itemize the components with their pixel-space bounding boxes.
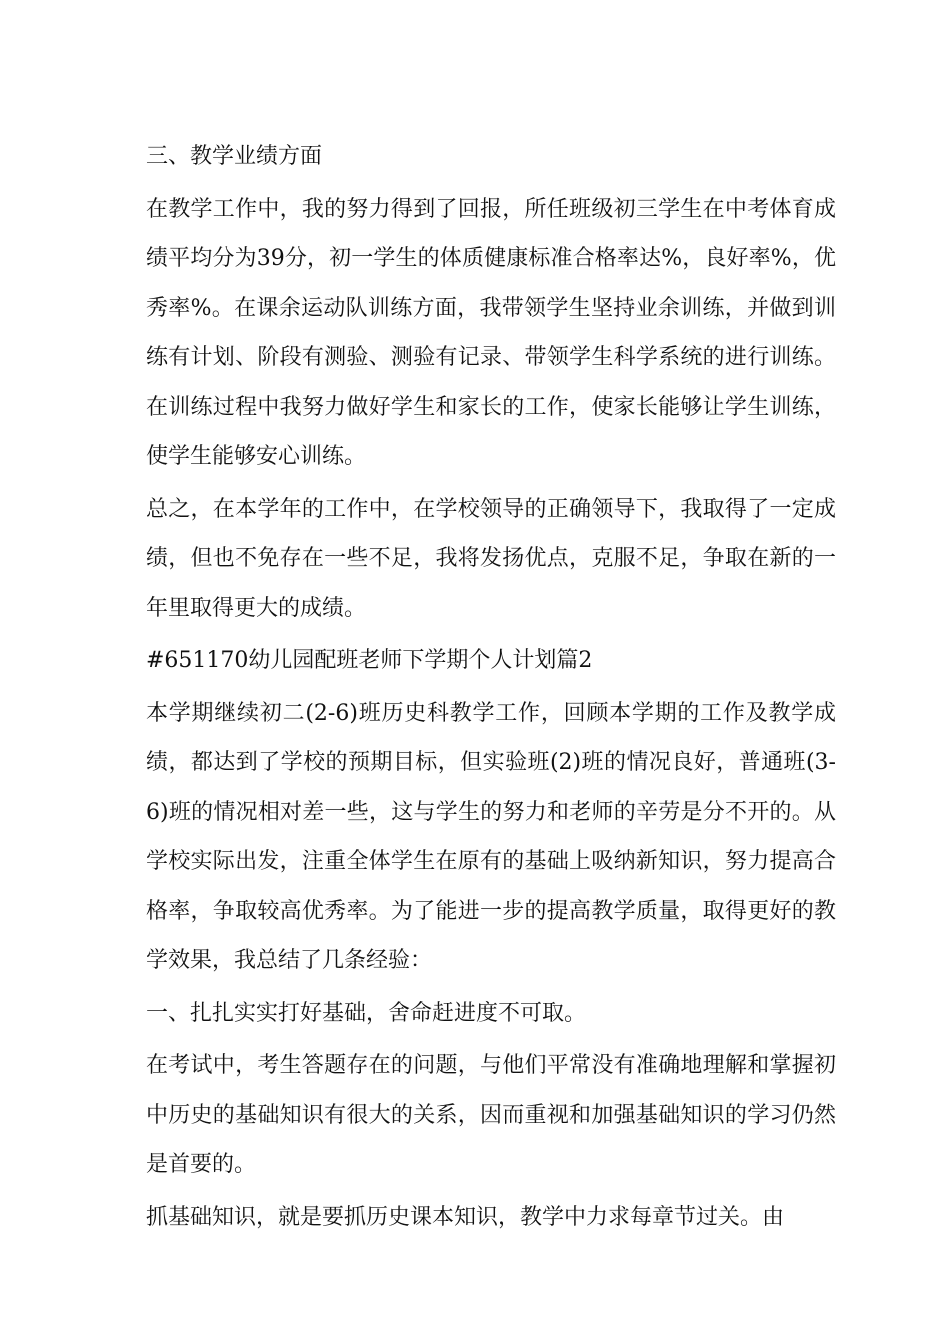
document-body [146,132,836,1245]
article-title-part-2: #651170幼儿园配班老师下学期个人计划篇2 [146,648,593,673]
paragraph-exam-issues: 在考试中，考生答题存在的问题，与他们平常没有准确地理解和掌握初中历史的基础知识有很大的关系，因而重视和加强基础知识的学习仍然是首要的。 [146,1053,836,1177]
section-heading-basics: 一、扎扎实实打好基础，舍命赶进度不可取。 [146,1000,587,1026]
section-heading-teaching-achievements: 三、教学业绩方面 [146,144,323,169]
paragraph-history-teaching: 本学期继续初二(2-6)班历史科教学工作，回顾本学期的工作及教学成绩，都达到了学校的预期目标，但实验班(2)班的情况良好，普通班(3-6)班的情况相对差一些，这与学生的努力和老师的辛劳是分不开的。从学校实际出发，注重全体学生在原有的基础上吸纳新知识，努力提高合格率，争取较高优秀率。为了能进一步的提高教学质量，取得更好的教学效果，我总结了几条经验： [146,700,836,973]
paragraph-basic-knowledge: 抓基础知识，就是要抓历史课本知识，教学中力求每章节过关。由 [146,1204,785,1230]
paragraph-teaching-results: 在教学工作中，我的努力得到了回报，所任班级初三学生在中考体育成绩平均分为39分，初一学生的体质健康标准合格率达%，良好率%，优秀率%。在课余运动队训练方面，我带领学生坚持业余训练，并做到训练有计划、阶段有测验、测验有记录、带领学生科学系统的进行训练。在训练过程中我努力做好学生和家长的工作，使家长能够让学生训练，使学生能够安心训练。 [146,196,836,469]
paragraph-conclusion: 总之，在本学年的工作中，在学校领导的正确领导下，我取得了一定成绩，但也不免存在一些不足，我将发扬优点，克服不足，争取在新的一年里取得更大的成绩。 [146,496,836,621]
